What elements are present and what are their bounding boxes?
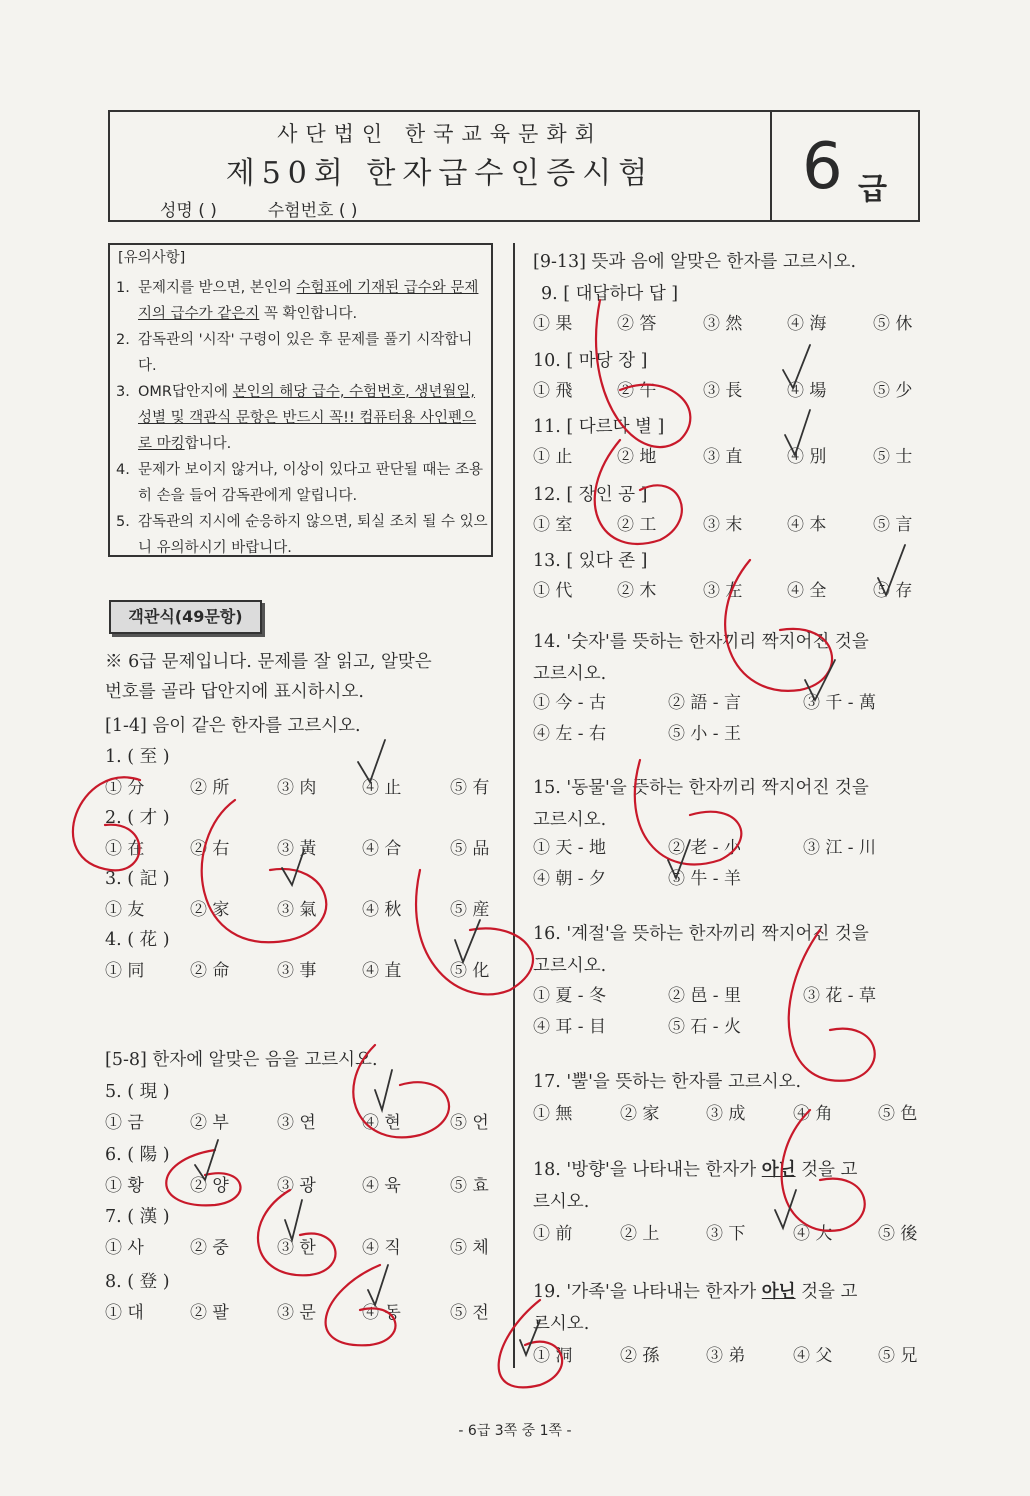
answer-option[interactable]: ① 夏 - 冬 — [533, 986, 606, 1006]
answer-option[interactable]: ① 在 — [105, 839, 145, 859]
question-text: 16. '계절'을 뜻하는 한자끼리 짝지어진 것을 — [533, 924, 869, 944]
answer-option[interactable]: ① 止 — [533, 447, 573, 467]
answer-option[interactable]: ③ 한 — [277, 1238, 316, 1258]
answer-option[interactable]: ④ 父 — [793, 1346, 833, 1366]
answer-option[interactable]: ④ 동 — [362, 1303, 401, 1323]
column-divider — [513, 243, 515, 1368]
answer-option[interactable]: ① 今 - 古 — [533, 693, 606, 713]
notice-num: 5. — [116, 514, 130, 530]
exam-header — [108, 110, 920, 222]
answer-option[interactable]: ⑤ 전 — [450, 1303, 489, 1323]
answer-option[interactable]: ③ 長 — [703, 381, 743, 401]
answer-option[interactable]: ⑤ 牛 - 羊 — [668, 869, 741, 889]
question-stem: 10. [ 마당 장 ] — [533, 351, 648, 371]
answer-option[interactable]: ① 황 — [105, 1176, 144, 1196]
answer-option[interactable]: ① 友 — [105, 900, 145, 920]
answer-option[interactable]: ⑤ 石 - 火 — [668, 1017, 741, 1037]
question-stem: 7. ( 漢 ) — [105, 1207, 170, 1227]
grade-unit: 급 — [858, 172, 887, 207]
question-stem: 13. [ 있다 존 ] — [533, 551, 648, 571]
answer-option[interactable]: ④ 合 — [362, 839, 402, 859]
answer-option[interactable]: ③ 문 — [277, 1303, 316, 1323]
answer-option[interactable]: ① 代 — [533, 581, 573, 601]
question-text — [533, 1278, 857, 1303]
answer-option[interactable]: ⑤ 言 — [873, 515, 913, 535]
answer-option[interactable]: ④ 場 — [787, 381, 827, 401]
question-text: 르시오. — [533, 1314, 590, 1334]
question-text: 르시오. — [533, 1192, 590, 1212]
answer-option[interactable]: ⑤ 兄 — [878, 1346, 918, 1366]
group-heading: [9-13] 뜻과 음에 알맞은 한자를 고르시오. — [533, 252, 857, 272]
answer-option[interactable]: ① 室 — [533, 515, 573, 535]
question-text: 14. '숫자'를 뜻하는 한자끼리 짝지어진 것을 — [533, 632, 869, 652]
answer-option[interactable]: ④ 海 — [787, 314, 827, 334]
answer-option[interactable]: ⑤ 色 — [878, 1104, 918, 1124]
answer-option[interactable]: ⑤ 化 — [450, 961, 490, 981]
handwritten-six-mark — [202, 800, 326, 942]
answer-option[interactable]: ① 同 — [105, 961, 145, 981]
answer-option[interactable]: ⑤ 언 — [450, 1113, 489, 1133]
answer-option[interactable]: ③ 然 — [703, 314, 743, 334]
answer-option[interactable]: ② 家 — [620, 1104, 660, 1124]
page-footer: - 6급 3쪽 중 1쪽 - — [458, 1423, 572, 1439]
answer-option[interactable]: ② 팔 — [190, 1303, 229, 1323]
notice-text-plain: OMR답안지에 — [138, 384, 233, 400]
exam-title: 제50회 한자급수인증시험 — [225, 156, 655, 191]
exam-number-field: 수험번호 ( ) — [267, 201, 358, 221]
answer-option[interactable]: ④ 本 — [787, 515, 827, 535]
answer-option[interactable]: ④ 止 — [362, 778, 402, 798]
question-text-emphasis: 아닌 — [761, 1160, 796, 1180]
instruction-line: ※ 6급 문제입니다. 문제를 잘 읽고, 알맞은 — [105, 652, 432, 672]
question-stem: 4. ( 花 ) — [105, 930, 170, 950]
notice-text-plain: 문제지를 받으면, 본인의 — [138, 280, 297, 296]
answer-option[interactable]: ⑤ 品 — [450, 839, 490, 859]
answer-option[interactable]: ④ 현 — [362, 1113, 401, 1133]
answer-option[interactable]: ⑤ 有 — [450, 778, 490, 798]
notice-text — [138, 379, 490, 457]
answer-option[interactable]: ② 所 — [190, 778, 230, 798]
answer-option[interactable]: ④ 角 — [793, 1104, 833, 1124]
answer-option[interactable]: ⑤ 小 - 王 — [668, 724, 741, 744]
notice-num: 3. — [116, 384, 130, 400]
group-heading: [5-8] 한자에 알맞은 음을 고르시오. — [105, 1050, 378, 1070]
answer-option[interactable]: ③ 末 — [703, 515, 743, 535]
answer-option[interactable]: ① 사 — [105, 1238, 144, 1258]
answer-option[interactable]: ① 前 — [533, 1224, 573, 1244]
notice-text — [138, 275, 490, 327]
question-text-plain: 것을 고 — [795, 1282, 858, 1302]
notice-text-underlined: 수험표에 기재된 급수와 문제지의 급수가 같은지 — [138, 280, 479, 322]
answer-option[interactable]: ③ 花 - 草 — [803, 986, 876, 1006]
notice-num: 4. — [116, 462, 130, 478]
answer-option[interactable]: ⑤ 체 — [450, 1238, 489, 1258]
instruction-line: 번호를 골라 답안지에 표시하시오. — [105, 682, 364, 702]
answer-option[interactable]: ② 語 - 言 — [668, 693, 741, 713]
answer-option[interactable]: ③ 氣 — [277, 900, 317, 920]
answer-option[interactable]: ② 右 — [190, 839, 230, 859]
notice-title: [유의사항] — [118, 250, 186, 266]
answer-option[interactable]: ③ 直 — [703, 447, 743, 467]
question-text — [533, 1156, 857, 1181]
answer-option[interactable]: ② 答 — [617, 314, 657, 334]
notice-text-underlined: 본인의 해당 급수, 수험번호, 생년월일, 성별 및 객관식 문항은 반드시 꼭!! 컴퓨터용 사인펜으로 마킹 — [138, 384, 477, 452]
answer-option[interactable]: ③ 事 — [277, 961, 317, 981]
question-text-plain: 18. '방향'을 나타내는 한자가 — [533, 1160, 762, 1180]
answer-option[interactable]: ① 금 — [105, 1113, 144, 1133]
answer-option[interactable]: ② 양 — [190, 1176, 229, 1196]
question-text: 고르시오. — [533, 810, 607, 830]
question-stem: 12. [ 장인 공 ] — [533, 485, 648, 505]
name-id-row — [160, 196, 358, 221]
answer-option[interactable]: ④ 秋 — [362, 900, 402, 920]
answer-option[interactable]: ③ 肉 — [277, 778, 317, 798]
answer-option[interactable]: ② 老 - 小 — [668, 838, 741, 858]
question-stem: 3. ( 記 ) — [105, 869, 170, 889]
answer-option[interactable]: ⑤ 産 — [450, 900, 490, 920]
answer-option[interactable]: ② 上 — [620, 1224, 660, 1244]
answer-option[interactable]: ② 중 — [190, 1238, 229, 1258]
answer-option[interactable]: ② 命 — [190, 961, 230, 981]
answer-option[interactable]: ⑤ 士 — [873, 447, 913, 467]
answer-option[interactable]: ④ 別 — [787, 447, 827, 467]
name-field: 성명 ( ) — [160, 201, 217, 221]
question-text: 17. '뿔'을 뜻하는 한자를 고르시오. — [533, 1072, 802, 1092]
answer-option[interactable]: ③ 下 — [706, 1224, 746, 1244]
answer-option[interactable]: ② 地 — [617, 447, 657, 467]
answer-option[interactable]: ② 家 — [190, 900, 230, 920]
answer-option[interactable]: ③ 弟 — [706, 1346, 746, 1366]
answer-option[interactable]: ④ 직 — [362, 1238, 401, 1258]
answer-option[interactable]: ② 木 — [617, 581, 657, 601]
answer-option[interactable]: ② 부 — [190, 1113, 229, 1133]
answer-option[interactable]: ⑤ 少 — [873, 381, 913, 401]
answer-option[interactable]: ③ 黃 — [277, 839, 317, 859]
answer-option[interactable]: ① 分 — [105, 778, 145, 798]
notice-num: 2. — [116, 332, 130, 348]
answer-option[interactable]: ④ 直 — [362, 961, 402, 981]
question-stem: 1. ( 至 ) — [105, 747, 170, 767]
question-stem: 2. ( 才 ) — [105, 808, 170, 828]
answer-option[interactable]: ② 午 — [617, 381, 657, 401]
question-stem: 8. ( 登 ) — [105, 1272, 170, 1292]
organization-name: 사단법인 한국교육문화회 — [277, 122, 603, 146]
question-text-emphasis: 아닌 — [761, 1282, 796, 1302]
answer-option[interactable]: ④ 大 — [793, 1224, 833, 1244]
question-text-plain: 19. '가족'을 나타내는 한자가 — [533, 1282, 762, 1302]
question-stem: 11. [ 다르다 별 ] — [533, 417, 665, 437]
notice-text-plain: 꼭 확인합니다. — [259, 306, 358, 322]
answer-option[interactable]: ③ 江 - 川 — [803, 838, 876, 858]
answer-option[interactable]: ① 果 — [533, 314, 573, 334]
answer-option[interactable]: ③ 成 — [706, 1104, 746, 1124]
answer-option[interactable]: ⑤ 休 — [873, 314, 913, 334]
question-stem: 9. [ 대답하다 답 ] — [541, 284, 679, 304]
notice-text: 문제가 보이지 않거나, 이상이 있다고 판단될 때는 조용히 손을 들어 감독관에게 알립니다. — [138, 462, 484, 504]
question-stem: 6. ( 陽 ) — [105, 1145, 170, 1165]
answer-option[interactable]: ③ 千 - 萬 — [803, 693, 876, 713]
notice-box — [108, 243, 493, 557]
answer-option[interactable]: ② 邑 - 里 — [668, 986, 741, 1006]
grade-number: 6 — [802, 130, 843, 204]
notice-text: 감독관의 지시에 순응하지 않으면, 퇴실 조치 될 수 있으니 유의하시기 바랍니다. — [138, 514, 488, 556]
group-heading: [1-4] 음이 같은 한자를 고르시오. — [105, 716, 361, 736]
notice-num: 1. — [116, 280, 130, 296]
answer-option[interactable]: ④ 左 - 右 — [533, 724, 606, 744]
answer-option[interactable]: ① 無 — [533, 1104, 573, 1124]
question-text: 고르시오. — [533, 664, 607, 684]
answer-option[interactable]: ④ 朝 - 夕 — [533, 869, 606, 889]
answer-option[interactable]: ① 洞 — [533, 1346, 573, 1366]
answer-option[interactable]: ④ 全 — [787, 581, 827, 601]
question-text-plain: 것을 고 — [795, 1160, 858, 1180]
answer-option[interactable]: ⑤ 효 — [450, 1176, 489, 1196]
answer-option[interactable]: ③ 左 — [703, 581, 743, 601]
question-stem: 5. ( 現 ) — [105, 1082, 170, 1102]
question-text: 고르시오. — [533, 956, 607, 976]
answer-option[interactable]: ② 工 — [617, 515, 657, 535]
answer-option[interactable]: ⑤ 存 — [873, 581, 913, 601]
check-mark — [375, 1070, 392, 1110]
notice-text: 감독관의 '시작' 구령이 있은 후 문제를 풀기 시작합니다. — [138, 332, 473, 374]
answer-option[interactable]: ② 孫 — [620, 1346, 660, 1366]
notice-text-plain: 합니다. — [184, 436, 232, 452]
answer-option[interactable]: ④ 耳 - 目 — [533, 1017, 606, 1037]
answer-option[interactable]: ⑤ 後 — [878, 1224, 918, 1244]
section-badge: 객관식(49문항) — [109, 600, 262, 634]
answer-option[interactable]: ① 飛 — [533, 381, 573, 401]
answer-option[interactable]: ④ 육 — [362, 1176, 401, 1196]
answer-option[interactable]: ① 天 - 地 — [533, 838, 606, 858]
answer-option[interactable]: ③ 연 — [277, 1113, 316, 1133]
grade-box — [772, 112, 918, 220]
answer-option[interactable]: ① 대 — [105, 1303, 144, 1323]
question-text: 15. '동물'을 뜻하는 한자끼리 짝지어진 것을 — [533, 778, 869, 798]
answer-option[interactable]: ③ 광 — [277, 1176, 316, 1196]
